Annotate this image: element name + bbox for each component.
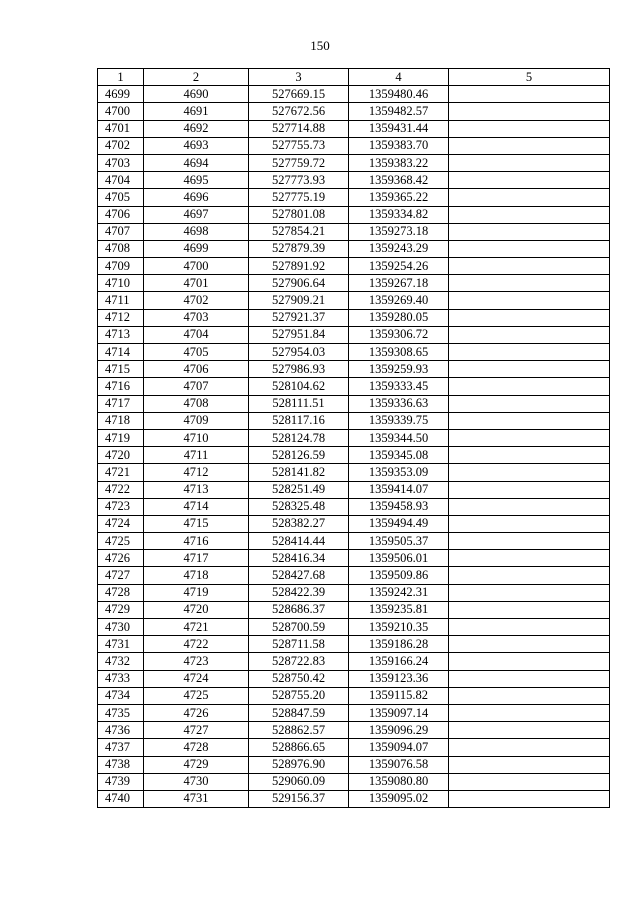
table-cell-col-5: [449, 567, 610, 584]
table-cell-col-2: 4702: [144, 292, 249, 309]
table-cell-col-4: 1359080.80: [349, 773, 449, 790]
coordinates-table: [97, 68, 610, 808]
table-cell-col-5: [449, 154, 610, 171]
table-cell-col-3: 528711.58: [249, 636, 349, 653]
table-row: [98, 344, 610, 361]
table-cell-col-4: 1359334.82: [349, 206, 449, 223]
table-row: [98, 154, 610, 171]
table-cell-col-2: 4701: [144, 275, 249, 292]
table-cell-col-5: [449, 756, 610, 773]
table-cell-col-4: 1359095.02: [349, 790, 449, 807]
table-cell-col-2: 4704: [144, 326, 249, 343]
table-cell-col-5: [449, 258, 610, 275]
table-cell-col-2: 4729: [144, 756, 249, 773]
table-cell-col-2: 4724: [144, 670, 249, 687]
table-row: [98, 309, 610, 326]
table-cell-col-5: [449, 206, 610, 223]
table-cell-col-5: [449, 344, 610, 361]
table-cell-col-1: 4732: [98, 653, 144, 670]
table-cell-col-5: [449, 464, 610, 481]
table-cell-col-1: 4728: [98, 584, 144, 601]
table-cell-col-3: 527672.56: [249, 103, 349, 120]
table-cell-col-2: 4695: [144, 172, 249, 189]
table-cell-col-4: 1359267.18: [349, 275, 449, 292]
table-row: [98, 172, 610, 189]
table-row: [98, 103, 610, 120]
table-cell-col-1: 4724: [98, 515, 144, 532]
table-cell-col-3: 528755.20: [249, 687, 349, 704]
table-cell-col-5: [449, 189, 610, 206]
table-cell-col-2: 4722: [144, 636, 249, 653]
table-cell-col-3: 527906.64: [249, 275, 349, 292]
table-cell-col-4: 1359076.58: [349, 756, 449, 773]
table-cell-col-3: 528251.49: [249, 481, 349, 498]
table-row: [98, 790, 610, 807]
table-cell-col-1: 4703: [98, 154, 144, 171]
table-cell-col-1: 4733: [98, 670, 144, 687]
table-cell-col-2: 4728: [144, 739, 249, 756]
table-cell-col-5: [449, 722, 610, 739]
table-cell-col-1: 4710: [98, 275, 144, 292]
table-cell-col-2: 4725: [144, 687, 249, 704]
table-cell-col-1: 4736: [98, 722, 144, 739]
table-cell-col-1: 4704: [98, 172, 144, 189]
table-cell-col-2: 4692: [144, 120, 249, 137]
table-cell-col-4: 1359235.81: [349, 601, 449, 618]
table-cell-col-4: 1359254.26: [349, 258, 449, 275]
table-cell-col-1: 4721: [98, 464, 144, 481]
table-cell-col-1: 4723: [98, 498, 144, 515]
table-cell-col-2: 4694: [144, 154, 249, 171]
table-cell-col-5: [449, 429, 610, 446]
table-row: [98, 653, 610, 670]
table-cell-col-3: 528847.59: [249, 704, 349, 721]
table-cell-col-4: 1359243.29: [349, 240, 449, 257]
column-header-3: 3: [249, 69, 349, 86]
table-row: [98, 481, 610, 498]
table-cell-col-4: 1359123.36: [349, 670, 449, 687]
table-cell-col-5: [449, 601, 610, 618]
table-cell-col-4: 1359259.93: [349, 361, 449, 378]
table-cell-col-2: 4708: [144, 395, 249, 412]
table-cell-col-1: 4719: [98, 429, 144, 446]
table-cell-col-1: 4701: [98, 120, 144, 137]
table-cell-col-3: 527759.72: [249, 154, 349, 171]
table-cell-col-1: 4700: [98, 103, 144, 120]
table-cell-col-3: 528427.68: [249, 567, 349, 584]
table-row: [98, 361, 610, 378]
table-cell-col-4: 1359280.05: [349, 309, 449, 326]
table-cell-col-2: 4718: [144, 567, 249, 584]
table-cell-col-1: 4716: [98, 378, 144, 395]
table-cell-col-3: 528722.83: [249, 653, 349, 670]
table-cell-col-2: 4691: [144, 103, 249, 120]
table-cell-col-5: [449, 447, 610, 464]
table-cell-col-1: 4709: [98, 258, 144, 275]
table-cell-col-4: 1359480.46: [349, 86, 449, 103]
table-cell-col-3: 528866.65: [249, 739, 349, 756]
table-row: [98, 567, 610, 584]
table-row: [98, 550, 610, 567]
table-cell-col-1: 4715: [98, 361, 144, 378]
table-cell-col-2: 4727: [144, 722, 249, 739]
table-row: [98, 86, 610, 103]
table-row: [98, 704, 610, 721]
table-cell-col-4: 1359365.22: [349, 189, 449, 206]
table-cell-col-2: 4709: [144, 412, 249, 429]
table-cell-col-5: [449, 378, 610, 395]
table-cell-col-2: 4711: [144, 447, 249, 464]
table-cell-col-4: 1359414.07: [349, 481, 449, 498]
table-cell-col-3: 528686.37: [249, 601, 349, 618]
table-row: [98, 584, 610, 601]
table-row: [98, 395, 610, 412]
table-cell-col-2: 4706: [144, 361, 249, 378]
table-cell-col-1: 4707: [98, 223, 144, 240]
table-cell-col-4: 1359383.70: [349, 137, 449, 154]
table-cell-col-2: 4707: [144, 378, 249, 395]
table-cell-col-2: 4710: [144, 429, 249, 446]
table-cell-col-5: [449, 498, 610, 515]
table-cell-col-3: 528416.34: [249, 550, 349, 567]
table-row: [98, 137, 610, 154]
table-cell-col-1: 4740: [98, 790, 144, 807]
table-cell-col-1: 4734: [98, 687, 144, 704]
table-cell-col-2: 4700: [144, 258, 249, 275]
table-cell-col-4: 1359336.63: [349, 395, 449, 412]
table-cell-col-3: 528126.59: [249, 447, 349, 464]
table-row: [98, 206, 610, 223]
table-cell-col-1: 4718: [98, 412, 144, 429]
table-cell-col-3: 528111.51: [249, 395, 349, 412]
table-cell-col-2: 4715: [144, 515, 249, 532]
column-header-1: 1: [98, 69, 144, 86]
table-cell-col-2: 4705: [144, 344, 249, 361]
table-cell-col-3: 528976.90: [249, 756, 349, 773]
table-cell-col-5: [449, 670, 610, 687]
table-cell-col-3: 527775.19: [249, 189, 349, 206]
table-row: [98, 120, 610, 137]
table-cell-col-5: [449, 773, 610, 790]
table-cell-col-3: 527986.93: [249, 361, 349, 378]
table-cell-col-5: [449, 619, 610, 636]
table-row: [98, 447, 610, 464]
table-cell-col-4: 1359509.86: [349, 567, 449, 584]
table-cell-col-3: 527755.73: [249, 137, 349, 154]
table-cell-col-2: 4699: [144, 240, 249, 257]
table-cell-col-2: 4730: [144, 773, 249, 790]
table-cell-col-4: 1359506.01: [349, 550, 449, 567]
table-row: [98, 223, 610, 240]
table-row: [98, 189, 610, 206]
table-cell-col-3: 529156.37: [249, 790, 349, 807]
table-cell-col-2: 4716: [144, 533, 249, 550]
table-cell-col-3: 527879.39: [249, 240, 349, 257]
table-cell-col-5: [449, 704, 610, 721]
table-cell-col-1: 4714: [98, 344, 144, 361]
table-cell-col-4: 1359333.45: [349, 378, 449, 395]
table-cell-col-4: 1359339.75: [349, 412, 449, 429]
table-cell-col-1: 4711: [98, 292, 144, 309]
table-cell-col-4: 1359186.28: [349, 636, 449, 653]
table-row: [98, 412, 610, 429]
column-header-4: 4: [349, 69, 449, 86]
table-cell-col-1: 4712: [98, 309, 144, 326]
table-cell-col-4: 1359494.49: [349, 515, 449, 532]
table-cell-col-3: 527954.03: [249, 344, 349, 361]
table-cell-col-5: [449, 550, 610, 567]
table-cell-col-4: 1359094.07: [349, 739, 449, 756]
table-row: [98, 258, 610, 275]
table-row: [98, 687, 610, 704]
table-cell-col-4: 1359482.57: [349, 103, 449, 120]
table-cell-col-3: 527669.15: [249, 86, 349, 103]
table-cell-col-3: 527854.21: [249, 223, 349, 240]
table-cell-col-3: 528862.57: [249, 722, 349, 739]
table-cell-col-2: 4703: [144, 309, 249, 326]
table-row: [98, 670, 610, 687]
table-cell-col-5: [449, 292, 610, 309]
table-row: [98, 601, 610, 618]
table-cell-col-3: 527951.84: [249, 326, 349, 343]
table-cell-col-3: 528124.78: [249, 429, 349, 446]
table-row: [98, 275, 610, 292]
table-cell-col-5: [449, 481, 610, 498]
table-cell-col-1: 4738: [98, 756, 144, 773]
table-row: [98, 619, 610, 636]
table-cell-col-4: 1359096.29: [349, 722, 449, 739]
table-cell-col-5: [449, 687, 610, 704]
table-cell-col-5: [449, 361, 610, 378]
table-cell-col-1: 4731: [98, 636, 144, 653]
table-cell-col-1: 4737: [98, 739, 144, 756]
table-cell-col-1: 4725: [98, 533, 144, 550]
table-cell-col-5: [449, 515, 610, 532]
table-cell-col-1: 4717: [98, 395, 144, 412]
table-cell-col-5: [449, 240, 610, 257]
table-cell-col-3: 528382.27: [249, 515, 349, 532]
table-cell-col-4: 1359097.14: [349, 704, 449, 721]
table-cell-col-5: [449, 172, 610, 189]
table-cell-col-2: 4720: [144, 601, 249, 618]
table-cell-col-4: 1359505.37: [349, 533, 449, 550]
table-cell-col-5: [449, 636, 610, 653]
table-cell-col-5: [449, 326, 610, 343]
table-cell-col-5: [449, 275, 610, 292]
table-cell-col-4: 1359345.08: [349, 447, 449, 464]
table-cell-col-4: 1359166.24: [349, 653, 449, 670]
table-cell-col-2: 4690: [144, 86, 249, 103]
table-cell-col-3: 528414.44: [249, 533, 349, 550]
table-cell-col-5: [449, 137, 610, 154]
table-cell-col-1: 4722: [98, 481, 144, 498]
table-cell-col-2: 4712: [144, 464, 249, 481]
table-cell-col-1: 4730: [98, 619, 144, 636]
table-row: [98, 739, 610, 756]
table-cell-col-3: 528422.39: [249, 584, 349, 601]
table-cell-col-5: [449, 309, 610, 326]
table-cell-col-2: 4719: [144, 584, 249, 601]
table-cell-col-1: 4726: [98, 550, 144, 567]
table-cell-col-3: 527801.08: [249, 206, 349, 223]
table-row: [98, 464, 610, 481]
table-cell-col-1: 4735: [98, 704, 144, 721]
table-cell-col-4: 1359368.42: [349, 172, 449, 189]
table-cell-col-4: 1359115.82: [349, 687, 449, 704]
table-cell-col-1: 4705: [98, 189, 144, 206]
table-row: [98, 773, 610, 790]
column-header-5: 5: [449, 69, 610, 86]
table-row: [98, 515, 610, 532]
table-cell-col-1: 4727: [98, 567, 144, 584]
table-cell-col-5: [449, 223, 610, 240]
table-cell-col-2: 4714: [144, 498, 249, 515]
table-cell-col-4: 1359242.31: [349, 584, 449, 601]
table-cell-col-4: 1359458.93: [349, 498, 449, 515]
column-header-2: 2: [144, 69, 249, 86]
table-cell-col-2: 4726: [144, 704, 249, 721]
table-cell-col-5: [449, 120, 610, 137]
table-cell-col-1: 4720: [98, 447, 144, 464]
table-cell-col-3: 528325.48: [249, 498, 349, 515]
table-cell-col-4: 1359269.40: [349, 292, 449, 309]
table-cell-col-3: 528750.42: [249, 670, 349, 687]
table-cell-col-2: 4717: [144, 550, 249, 567]
table-row: [98, 326, 610, 343]
table-row: [98, 636, 610, 653]
table-cell-col-4: 1359383.22: [349, 154, 449, 171]
table-cell-col-5: [449, 395, 610, 412]
table-cell-col-5: [449, 533, 610, 550]
table-cell-col-2: 4696: [144, 189, 249, 206]
table-cell-col-5: [449, 412, 610, 429]
table-row: [98, 722, 610, 739]
table-cell-col-1: 4713: [98, 326, 144, 343]
table-cell-col-5: [449, 653, 610, 670]
table-cell-col-3: 527773.93: [249, 172, 349, 189]
table-cell-col-4: 1359353.09: [349, 464, 449, 481]
page-number: 150: [310, 38, 330, 53]
table-cell-col-2: 4698: [144, 223, 249, 240]
table-cell-col-5: [449, 86, 610, 103]
table-cell-col-5: [449, 739, 610, 756]
table-cell-col-1: 4699: [98, 86, 144, 103]
table-cell-col-2: 4723: [144, 653, 249, 670]
table-cell-col-1: 4706: [98, 206, 144, 223]
table-row: [98, 756, 610, 773]
table-cell-col-5: [449, 790, 610, 807]
table-row: [98, 378, 610, 395]
table-cell-col-1: 4708: [98, 240, 144, 257]
table-cell-col-5: [449, 103, 610, 120]
table-cell-col-4: 1359344.50: [349, 429, 449, 446]
table-header-row: [98, 69, 610, 86]
table-row: [98, 292, 610, 309]
table-cell-col-4: 1359308.65: [349, 344, 449, 361]
table-cell-col-2: 4713: [144, 481, 249, 498]
table-cell-col-3: 528104.62: [249, 378, 349, 395]
table-cell-col-4: 1359273.18: [349, 223, 449, 240]
table-cell-col-2: 4697: [144, 206, 249, 223]
table-cell-col-3: 528117.16: [249, 412, 349, 429]
table-cell-col-2: 4721: [144, 619, 249, 636]
table-cell-col-1: 4702: [98, 137, 144, 154]
table-cell-col-4: 1359431.44: [349, 120, 449, 137]
table-cell-col-3: 527909.21: [249, 292, 349, 309]
table-cell-col-1: 4739: [98, 773, 144, 790]
table-cell-col-3: 529060.09: [249, 773, 349, 790]
table-row: [98, 533, 610, 550]
table-cell-col-3: 528700.59: [249, 619, 349, 636]
table-cell-col-1: 4729: [98, 601, 144, 618]
table-row: [98, 498, 610, 515]
table-cell-col-2: 4731: [144, 790, 249, 807]
table-row: [98, 240, 610, 257]
table-cell-col-3: 527714.88: [249, 120, 349, 137]
table-cell-col-2: 4693: [144, 137, 249, 154]
table-cell-col-3: 528141.82: [249, 464, 349, 481]
table-body: [98, 86, 610, 808]
table-cell-col-3: 527891.92: [249, 258, 349, 275]
table-row: [98, 429, 610, 446]
table-cell-col-5: [449, 584, 610, 601]
table-cell-col-4: 1359210.35: [349, 619, 449, 636]
table-cell-col-4: 1359306.72: [349, 326, 449, 343]
table-cell-col-3: 527921.37: [249, 309, 349, 326]
